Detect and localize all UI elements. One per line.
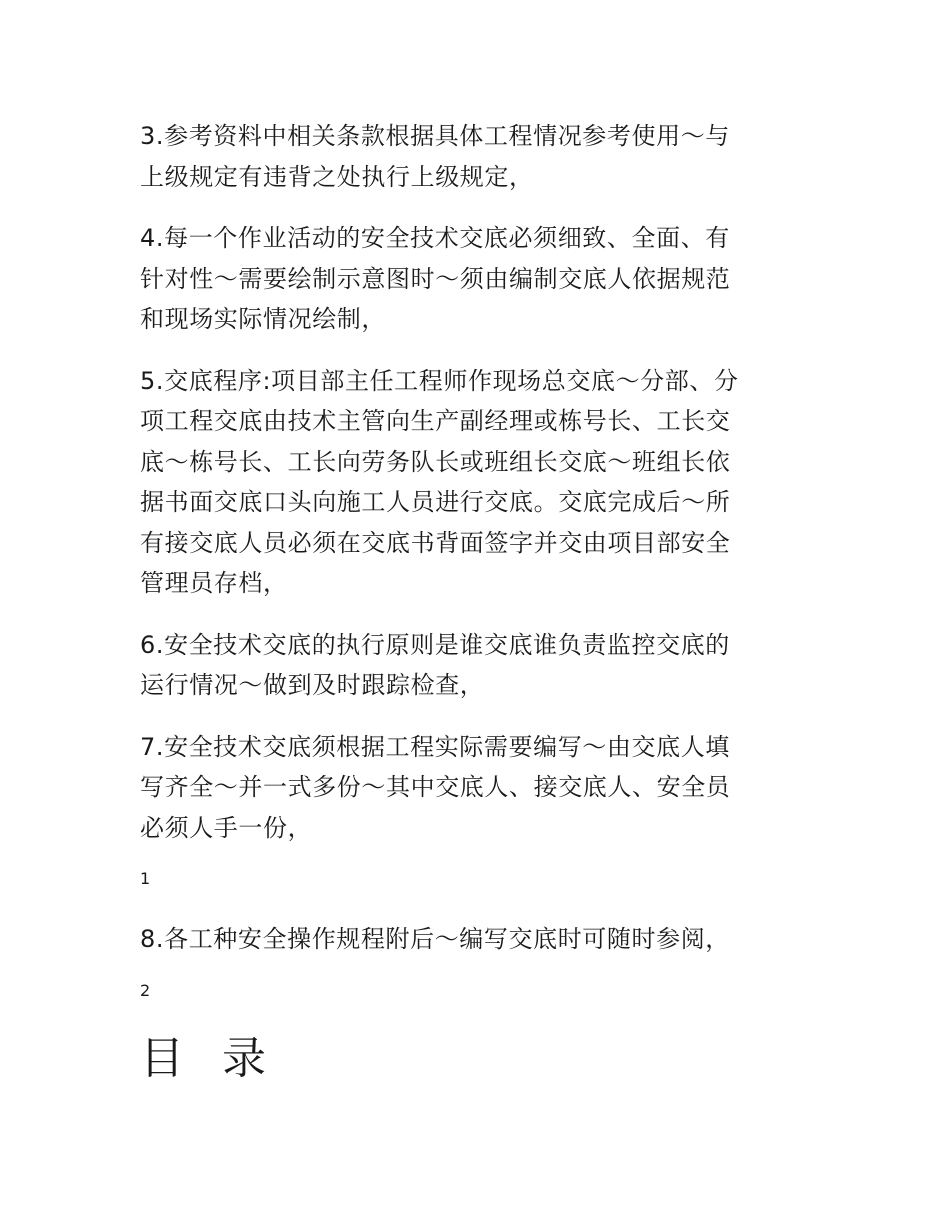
paragraph-4: 4.每一个作业活动的安全技术交底必须细致、全面、有 针对性～需要绘制示意图时～须由编制交底人依据规范 和现场实际情况绘制， [140, 224, 731, 333]
toc-heading: 目 录 [140, 1032, 278, 1084]
paragraph-8: 8.各工种安全操作规程附后～编写交底时可随时参阅， [140, 925, 730, 953]
footnote-number-1: 1 [140, 869, 151, 888]
paragraph-6: 6.安全技术交底的执行原则是谁交底谁负责监控交底的 运行情况～做到及时跟踪检查， [140, 630, 730, 699]
paragraph-3: 3.参考资料中相关条款根据具体工程情况参考使用～与 上级规定有违背之处执行上级规定， [140, 122, 730, 191]
document-body [140, 116, 800, 1087]
paragraph-7: 7.安全技术交底须根据工程实际需要编写～由交底人填 写齐全～并一式多份～其中交底人、接交底人、安全员 必须人手一份， [140, 732, 731, 842]
paragraph-5: 5.交底程序:项目部主任工程师作现场总交底～分部、分 项工程交底由技术主管向生产副经理或栋号长、工长交 底～栋号长、工长向劳务队长或班组长交底～班组长依 据书面交底口头向施工人员进行交底。交底完成后～所 有接交底人员必须在交底书背面签字并交由项目部安全 管理员存档， [140, 366, 739, 597]
footnote-number-2: 2 [140, 980, 151, 1000]
